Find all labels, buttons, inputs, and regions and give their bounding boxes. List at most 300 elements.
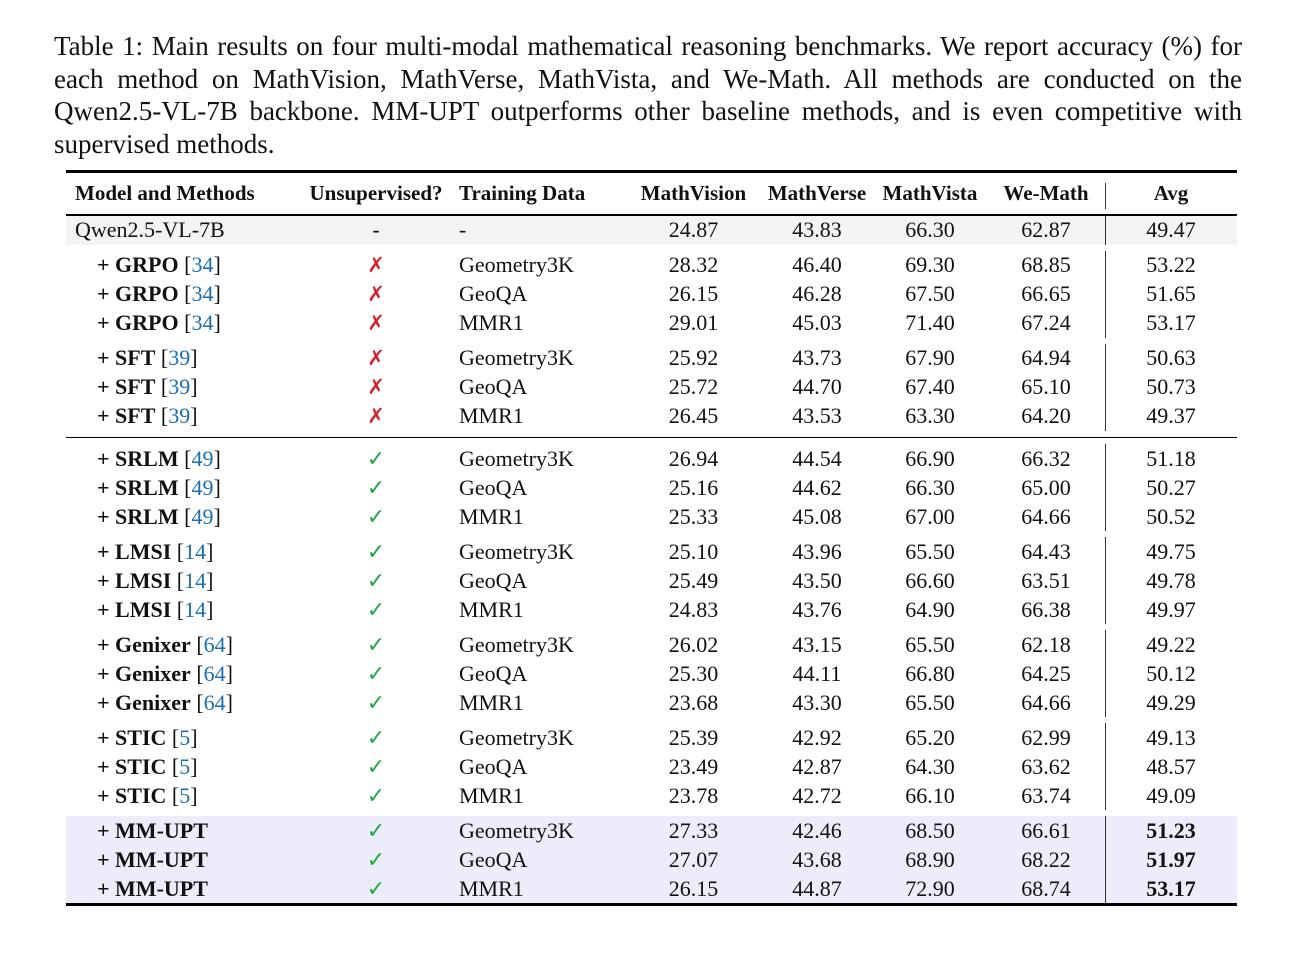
method-name: MM-UPT: [115, 817, 208, 843]
mathverse-cell: 43.50: [792, 567, 842, 593]
cite-bracket-close: ]: [206, 538, 214, 564]
wemath-cell: 65.00: [1021, 474, 1071, 500]
check-icon: ✓: [366, 689, 386, 715]
method-prefix: +: [97, 753, 116, 779]
table-row: [66, 502, 1237, 531]
citation-link[interactable]: 34: [191, 252, 214, 277]
method-prefix: +: [97, 782, 116, 808]
cite-bracket-open: [: [171, 567, 185, 593]
method-cell: [97, 845, 208, 874]
mathverse-cell: 45.03: [792, 310, 842, 335]
method-cell: [97, 874, 208, 903]
unsupervised-cell: [326, 816, 426, 845]
mathvision-cell: 26.45: [668, 403, 719, 428]
method-cell: [97, 595, 213, 624]
mathvista-cell: 66.90: [905, 445, 955, 471]
mathvista-cell: 63.30: [905, 403, 955, 428]
wemath-cell: 62.99: [1021, 724, 1071, 750]
column-separator: [1105, 309, 1106, 338]
mathvision-cell: 23.78: [668, 782, 719, 808]
citation-link[interactable]: 39: [168, 345, 191, 370]
method-name: SFT: [115, 345, 156, 370]
baseline-unsupervised: -: [372, 217, 380, 242]
training-data-cell: Geometry3K: [459, 345, 574, 370]
wemath-cell: 68.85: [1021, 252, 1071, 277]
training-data-cell: MMR1: [459, 782, 524, 808]
citation-link[interactable]: 39: [168, 374, 191, 399]
mathverse-cell: 43.30: [792, 689, 842, 715]
mathverse-cell: 44.62: [792, 474, 842, 500]
wemath-cell: 64.94: [1021, 345, 1071, 370]
avg-cell: 51.23: [1146, 817, 1196, 843]
caption-label: Table 1:: [54, 31, 144, 61]
cite-bracket-close: ]: [190, 374, 198, 399]
mathvision-cell: 26.15: [668, 281, 719, 306]
method-cell: [97, 444, 221, 473]
cite-bracket-open: [: [178, 252, 192, 277]
mathvista-cell: 71.40: [905, 310, 955, 335]
baseline-avg: 49.47: [1146, 217, 1196, 242]
table-row: [66, 444, 1237, 473]
avg-cell: 49.13: [1146, 724, 1196, 750]
method-name: GRPO: [115, 252, 179, 277]
training-data-cell: GeoQA: [459, 660, 528, 686]
wemath-cell: 65.10: [1021, 374, 1071, 399]
training-data-cell: Geometry3K: [459, 252, 574, 277]
method-cell: [97, 251, 221, 280]
table-row: [66, 659, 1237, 688]
citation-link[interactable]: 5: [179, 724, 191, 750]
mathvista-cell: 66.30: [905, 474, 955, 500]
bottom-rule: [66, 903, 1237, 906]
column-separator: [1105, 723, 1106, 752]
method-cell: [97, 344, 198, 373]
avg-cell: 50.73: [1146, 374, 1196, 399]
method-name: STIC: [115, 782, 167, 808]
avg-cell: 49.22: [1146, 631, 1196, 657]
mathverse-cell: 44.11: [792, 660, 842, 686]
method-cell: [97, 688, 233, 717]
cite-bracket-close: ]: [225, 689, 233, 715]
avg-cell: 50.52: [1146, 503, 1196, 529]
cite-bracket-open: [: [155, 403, 169, 428]
mathverse-cell: 43.73: [792, 345, 842, 370]
cite-bracket-open: [: [190, 689, 204, 715]
wemath-cell: 66.32: [1021, 445, 1071, 471]
citation-link[interactable]: 39: [168, 403, 191, 428]
citation-link[interactable]: 34: [191, 310, 214, 335]
header-training-data: Training Data: [459, 181, 586, 205]
check-icon: ✓: [366, 660, 386, 686]
method-cell: [97, 537, 213, 566]
method-prefix: +: [97, 846, 116, 872]
mathvision-cell: 25.16: [668, 474, 719, 500]
wemath-cell: 68.74: [1021, 875, 1071, 901]
check-icon: ✓: [366, 538, 386, 564]
baseline-method: Qwen2.5-VL-7B: [75, 217, 225, 242]
method-cell: [97, 659, 233, 688]
mathvista-cell: 64.30: [905, 753, 955, 779]
cite-bracket-open: [: [171, 538, 185, 564]
caption-text: Main results on four multi-modal mathematical reasoning benchmarks. We report accuracy (%) for each method on MathVision, MathVerse, MathVista, and We-Math. All methods are conducted on the Qwen2.5-VL-7B backbone. MM-UPT outperforms other baseline methods, and is even competitive with supervised methods.: [54, 31, 1243, 159]
training-data-cell: MMR1: [459, 596, 524, 622]
citation-link[interactable]: 64: [203, 660, 226, 686]
mathvista-cell: 67.40: [905, 374, 955, 399]
unsupervised-cell: [326, 280, 426, 309]
header-unsupervised: Unsupervised?: [309, 181, 443, 205]
citation-link[interactable]: 5: [179, 753, 191, 779]
check-icon: ✓: [366, 817, 386, 843]
method-prefix: +: [97, 631, 116, 657]
training-data-cell: Geometry3K: [459, 538, 574, 564]
method-prefix: +: [97, 252, 116, 277]
unsupervised-cell: [326, 845, 426, 874]
cite-bracket-close: ]: [206, 596, 214, 622]
cite-bracket-close: ]: [213, 310, 221, 335]
method-prefix: +: [97, 310, 116, 335]
method-prefix: +: [97, 567, 116, 593]
method-prefix: +: [97, 689, 116, 715]
column-separator: [1105, 845, 1106, 874]
column-separator: [1105, 816, 1106, 845]
mathvision-cell: 25.92: [668, 345, 719, 370]
mathvision-cell: 29.01: [668, 310, 719, 335]
mathverse-cell: 44.70: [792, 374, 842, 399]
method-cell: [97, 502, 221, 531]
mathvista-cell: 66.10: [905, 782, 955, 808]
cite-bracket-close: ]: [190, 345, 198, 370]
method-prefix: +: [97, 403, 116, 428]
cite-bracket-close: ]: [190, 753, 198, 779]
column-separator: [1105, 251, 1106, 280]
mathvision-cell: 28.32: [668, 252, 719, 277]
column-separator: [1105, 537, 1106, 566]
method-prefix: +: [97, 281, 116, 306]
mathvision-cell: 25.30: [668, 660, 719, 686]
mathvista-cell: 65.50: [905, 689, 955, 715]
citation-link[interactable]: 14: [184, 567, 207, 593]
citation-link[interactable]: 64: [203, 631, 226, 657]
check-icon: ✓: [366, 782, 386, 808]
mathvista-cell: 66.80: [905, 660, 955, 686]
avg-cell: 48.57: [1146, 753, 1196, 779]
mathvista-cell: 68.90: [905, 846, 955, 872]
unsupervised-cell: [326, 688, 426, 717]
wemath-cell: 64.43: [1021, 538, 1071, 564]
method-prefix: +: [97, 345, 116, 370]
mathvision-cell: 23.49: [668, 753, 719, 779]
cite-bracket-close: ]: [206, 567, 214, 593]
training-data-cell: Geometry3K: [459, 445, 574, 471]
mathvista-cell: 67.00: [905, 503, 955, 529]
table-row: [66, 595, 1237, 624]
cite-bracket-open: [: [155, 345, 169, 370]
table-row: [66, 566, 1237, 595]
mathvista-cell: 69.30: [905, 252, 955, 277]
cite-bracket-open: [: [178, 503, 192, 529]
mathvision-cell: 26.02: [668, 631, 719, 657]
method-cell: [97, 309, 221, 338]
wemath-cell: 66.38: [1021, 596, 1071, 622]
mathverse-cell: 43.96: [792, 538, 842, 564]
check-icon: ✓: [366, 753, 386, 779]
table-header-row: [66, 173, 1237, 214]
unsupervised-cell: [326, 874, 426, 903]
column-separator: [1105, 688, 1106, 717]
unsupervised-section: [66, 444, 1237, 810]
wemath-cell: 64.25: [1021, 660, 1071, 686]
mathverse-cell: 43.76: [792, 596, 842, 622]
column-separator: [1105, 216, 1106, 245]
cite-bracket-open: [: [178, 310, 192, 335]
check-icon: ✓: [366, 596, 386, 622]
unsupervised-cell: [326, 566, 426, 595]
column-separator: [1105, 183, 1106, 209]
column-separator: [1105, 373, 1106, 402]
mathverse-cell: 45.08: [792, 503, 842, 529]
mathverse-cell: 43.53: [792, 403, 842, 428]
column-separator: [1105, 659, 1106, 688]
avg-cell: 51.18: [1146, 445, 1196, 471]
training-data-cell: Geometry3K: [459, 631, 574, 657]
method-prefix: +: [97, 538, 116, 564]
citation-link[interactable]: 64: [203, 689, 226, 715]
mathvista-cell: 72.90: [905, 875, 955, 901]
header-method: Model and Methods: [75, 181, 255, 205]
wemath-cell: 63.51: [1021, 567, 1071, 593]
cite-bracket-close: ]: [225, 631, 233, 657]
cite-bracket-close: ]: [190, 724, 198, 750]
method-name: LMSI: [115, 567, 172, 593]
method-cell: [97, 402, 198, 431]
training-data-cell: MMR1: [459, 403, 524, 428]
method-prefix: +: [97, 374, 116, 399]
mathverse-cell: 42.87: [792, 753, 842, 779]
unsupervised-cell: [326, 723, 426, 752]
section-rule: [66, 437, 1237, 439]
mathvista-cell: 68.50: [905, 817, 955, 843]
unsupervised-cell: [326, 402, 426, 431]
unsupervised-cell: [326, 251, 426, 280]
training-data-cell: Geometry3K: [459, 817, 574, 843]
cross-icon: ✗: [367, 403, 385, 428]
table-row: [66, 280, 1237, 309]
unsupervised-cell: [326, 630, 426, 659]
mathvision-cell: 25.72: [668, 374, 719, 399]
mathverse-cell: 43.68: [792, 846, 842, 872]
table-row: [66, 344, 1237, 373]
method-cell: [97, 473, 221, 502]
training-data-cell: Geometry3K: [459, 724, 574, 750]
citation-link[interactable]: 34: [191, 281, 214, 306]
column-separator: [1105, 473, 1106, 502]
training-data-cell: MMR1: [459, 689, 524, 715]
method-name: STIC: [115, 753, 167, 779]
column-separator: [1105, 344, 1106, 373]
check-icon: ✓: [366, 875, 386, 901]
method-name: MM-UPT: [115, 846, 208, 872]
unsupervised-cell: [326, 444, 426, 473]
column-separator: [1105, 502, 1106, 531]
mathvista-cell: 64.90: [905, 596, 955, 622]
avg-cell: 49.09: [1146, 782, 1196, 808]
avg-cell: 53.17: [1146, 875, 1196, 901]
wemath-cell: 62.18: [1021, 631, 1071, 657]
method-name: LMSI: [115, 538, 172, 564]
mathvista-cell: 67.90: [905, 345, 955, 370]
column-separator: [1105, 280, 1106, 309]
check-icon: ✓: [366, 631, 386, 657]
header-wemath: We-Math: [1003, 181, 1089, 205]
column-separator: [1105, 752, 1106, 781]
mathvista-cell: 65.50: [905, 631, 955, 657]
wemath-cell: 63.74: [1021, 782, 1071, 808]
baseline-training-data: -: [459, 217, 467, 242]
cite-bracket-open: [: [166, 782, 180, 808]
table-row: [66, 473, 1237, 502]
check-icon: ✓: [366, 724, 386, 750]
mathverse-cell: 46.28: [792, 281, 842, 306]
method-name: Genixer: [115, 660, 191, 686]
unsupervised-cell: [326, 781, 426, 810]
table-row: [66, 630, 1237, 659]
method-name: SRLM: [115, 503, 179, 529]
method-name: GRPO: [115, 310, 179, 335]
citation-link[interactable]: 5: [179, 782, 191, 808]
table-row: [66, 537, 1237, 566]
wemath-cell: 66.65: [1021, 281, 1071, 306]
method-cell: [97, 373, 198, 402]
unsupervised-cell: [326, 537, 426, 566]
mathvision-cell: 25.10: [668, 538, 719, 564]
method-name: Genixer: [115, 689, 191, 715]
training-data-cell: GeoQA: [459, 846, 528, 872]
cite-bracket-close: ]: [190, 403, 198, 428]
mathvision-cell: 27.07: [668, 846, 719, 872]
unsupervised-cell: [326, 659, 426, 688]
method-cell: [97, 630, 233, 659]
method-name: SRLM: [115, 445, 179, 471]
results-table: [66, 170, 1237, 906]
wemath-cell: 68.22: [1021, 846, 1071, 872]
cite-bracket-close: ]: [225, 660, 233, 686]
table-row: [66, 309, 1237, 338]
method-prefix: +: [97, 817, 116, 843]
citation-link[interactable]: 49: [191, 474, 214, 500]
supervised-section: [66, 251, 1237, 431]
cite-bracket-open: [: [190, 660, 204, 686]
cite-bracket-open: [: [166, 724, 180, 750]
method-name: STIC: [115, 724, 167, 750]
training-data-cell: GeoQA: [459, 753, 528, 779]
check-icon: ✓: [366, 445, 386, 471]
table-row: [66, 373, 1237, 402]
unsupervised-cell: [326, 473, 426, 502]
baseline-mathvision: 24.87: [668, 217, 719, 242]
avg-cell: 49.37: [1146, 403, 1196, 428]
column-separator: [1105, 402, 1106, 431]
mathvision-cell: 26.94: [668, 445, 719, 471]
method-prefix: +: [97, 503, 116, 529]
table-row: [66, 816, 1237, 845]
wemath-cell: 67.24: [1021, 310, 1071, 335]
avg-cell: 49.29: [1146, 689, 1196, 715]
column-separator: [1105, 781, 1106, 810]
training-data-cell: MMR1: [459, 503, 524, 529]
avg-cell: 50.63: [1146, 345, 1196, 370]
table-row: [66, 402, 1237, 431]
method-name: SRLM: [115, 474, 179, 500]
baseline-mathverse: 43.83: [792, 217, 842, 242]
table-row: [66, 752, 1237, 781]
cite-bracket-open: [: [166, 753, 180, 779]
avg-cell: 51.65: [1146, 281, 1196, 306]
citation-link[interactable]: 14: [184, 538, 207, 564]
column-separator: [1105, 595, 1106, 624]
method-name: SFT: [115, 403, 156, 428]
method-cell: [97, 280, 221, 309]
cite-bracket-close: ]: [213, 474, 221, 500]
header-avg: Avg: [1153, 181, 1189, 205]
unsupervised-cell: [326, 373, 426, 402]
method-name: SFT: [115, 374, 156, 399]
citation-link[interactable]: 49: [191, 445, 214, 471]
method-cell: [97, 752, 198, 781]
mathvision-cell: 26.15: [668, 875, 719, 901]
mathvision-cell: 25.33: [668, 503, 719, 529]
mathverse-cell: 43.15: [792, 631, 842, 657]
ours-section: [66, 816, 1237, 903]
header-mathvista: MathVista: [882, 181, 978, 205]
cite-bracket-close: ]: [213, 445, 221, 471]
citation-link[interactable]: 49: [191, 503, 214, 529]
cite-bracket-open: [: [190, 631, 204, 657]
cross-icon: ✗: [367, 310, 385, 335]
cite-bracket-close: ]: [213, 252, 221, 277]
avg-cell: 49.78: [1146, 567, 1196, 593]
cite-bracket-open: [: [178, 474, 192, 500]
table-row: [66, 723, 1237, 752]
method-cell: [97, 816, 208, 845]
table-caption: [54, 30, 1242, 160]
check-icon: ✓: [366, 503, 386, 529]
column-separator: [1105, 566, 1106, 595]
cite-bracket-close: ]: [213, 503, 221, 529]
mathverse-cell: 46.40: [792, 252, 842, 277]
method-prefix: +: [97, 445, 116, 471]
baseline-wemath: 62.87: [1021, 217, 1071, 242]
wemath-cell: 64.66: [1021, 503, 1071, 529]
table-row: [66, 251, 1237, 280]
unsupervised-cell: [326, 309, 426, 338]
cite-bracket-open: [: [178, 281, 192, 306]
table-row: [66, 845, 1237, 874]
method-cell: [97, 781, 198, 810]
mathverse-cell: 42.72: [792, 782, 842, 808]
method-name: MM-UPT: [115, 875, 208, 901]
mathvision-cell: 23.68: [668, 689, 719, 715]
mathverse-cell: 44.87: [792, 875, 842, 901]
citation-link[interactable]: 14: [184, 596, 207, 622]
table-row: [66, 688, 1237, 717]
unsupervised-cell: [326, 344, 426, 373]
cross-icon: ✗: [367, 281, 385, 306]
cite-bracket-open: [: [171, 596, 185, 622]
header-mathvision: MathVision: [640, 181, 747, 205]
avg-cell: 49.75: [1146, 538, 1196, 564]
avg-cell: 50.12: [1146, 660, 1196, 686]
check-icon: ✓: [366, 474, 386, 500]
